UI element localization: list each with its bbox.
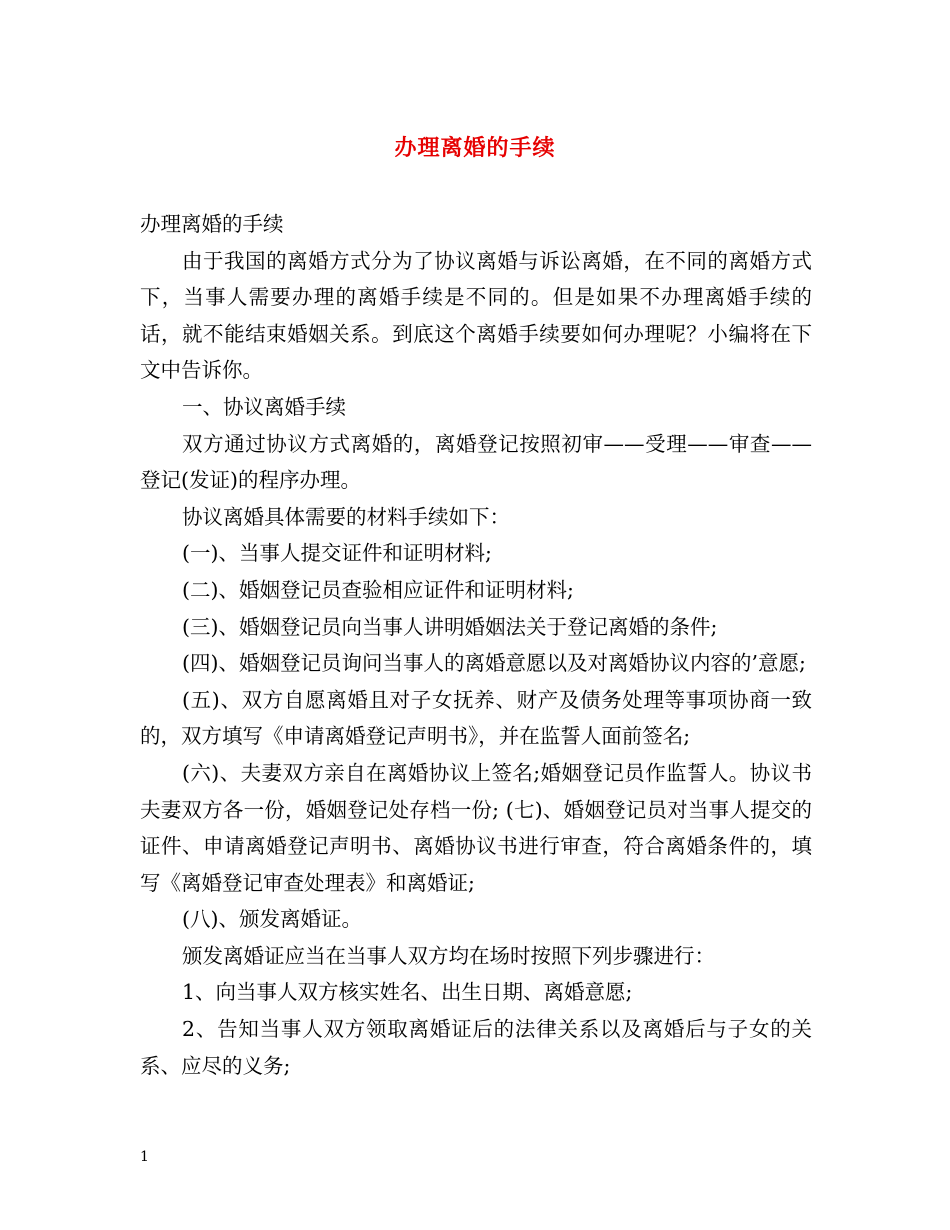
paragraph: (三)、婚姻登记员向当事人讲明婚姻法关于登记离婚的条件; [182, 614, 718, 639]
paragraph: (二)、婚姻登记员查验相应证件和证明材料; [182, 577, 574, 602]
paragraph: 1、向当事人双方核实姓名、出生日期、离婚意愿; [182, 980, 633, 1005]
paragraph: 由于我国的离婚方式分为了协议离婚与诉讼离婚，在不同的离婚方式下，当事人需要办理的离婚手续是不同的。但是如果不办理离婚手续的话，就不能结束婚姻关系。到底这个离婚手续要如何办理呢？小编将在下文中告诉你。 [140, 248, 812, 383]
section-heading: 办理离婚的手续 [140, 212, 284, 236]
paragraph: (八)、颁发离婚证。 [182, 907, 362, 932]
document-body [140, 206, 812, 1084]
paragraph: (四)、婚姻登记员询问当事人的离婚意愿以及对离婚协议内容的’意愿; [182, 651, 806, 676]
document-title: 办理离婚的手续 [394, 135, 556, 161]
paragraph: 颁发离婚证应当在当事人双方均在场时按照下列步骤进行： [182, 943, 715, 968]
paragraph: (一)、当事人提交证件和证明材料; [182, 541, 492, 566]
paragraph: (六)、夫妻双方亲自在离婚协议上签名;婚姻登记员作监誓人。协议书夫妻双方各一份，婚姻登记处存档一份; (七)、婚姻登记员对当事人提交的证件、申请离婚登记声明书、离婚协议书进行审查，符合离婚条件的，填写《离婚登记审查处理表》和离婚证; [140, 760, 812, 895]
paragraph: (五)、双方自愿离婚且对子女抚养、财产及债务处理等事项协商一致的，双方填写《申请离婚登记声明书》，并在监誓人面前签名; [140, 687, 812, 749]
paragraph: 协议离婚具体需要的材料手续如下： [182, 504, 510, 529]
paragraph: 双方通过协议方式离婚的，离婚登记按照初审——受理——审查——登记(发证)的程序办理。 [140, 431, 812, 493]
page-number: 1 [140, 1149, 149, 1165]
paragraph: 一、协议离婚手续 [182, 394, 346, 419]
paragraph: 2、告知当事人双方领取离婚证后的法律关系以及离婚后与子女的关系、应尽的义务; [140, 1017, 812, 1078]
